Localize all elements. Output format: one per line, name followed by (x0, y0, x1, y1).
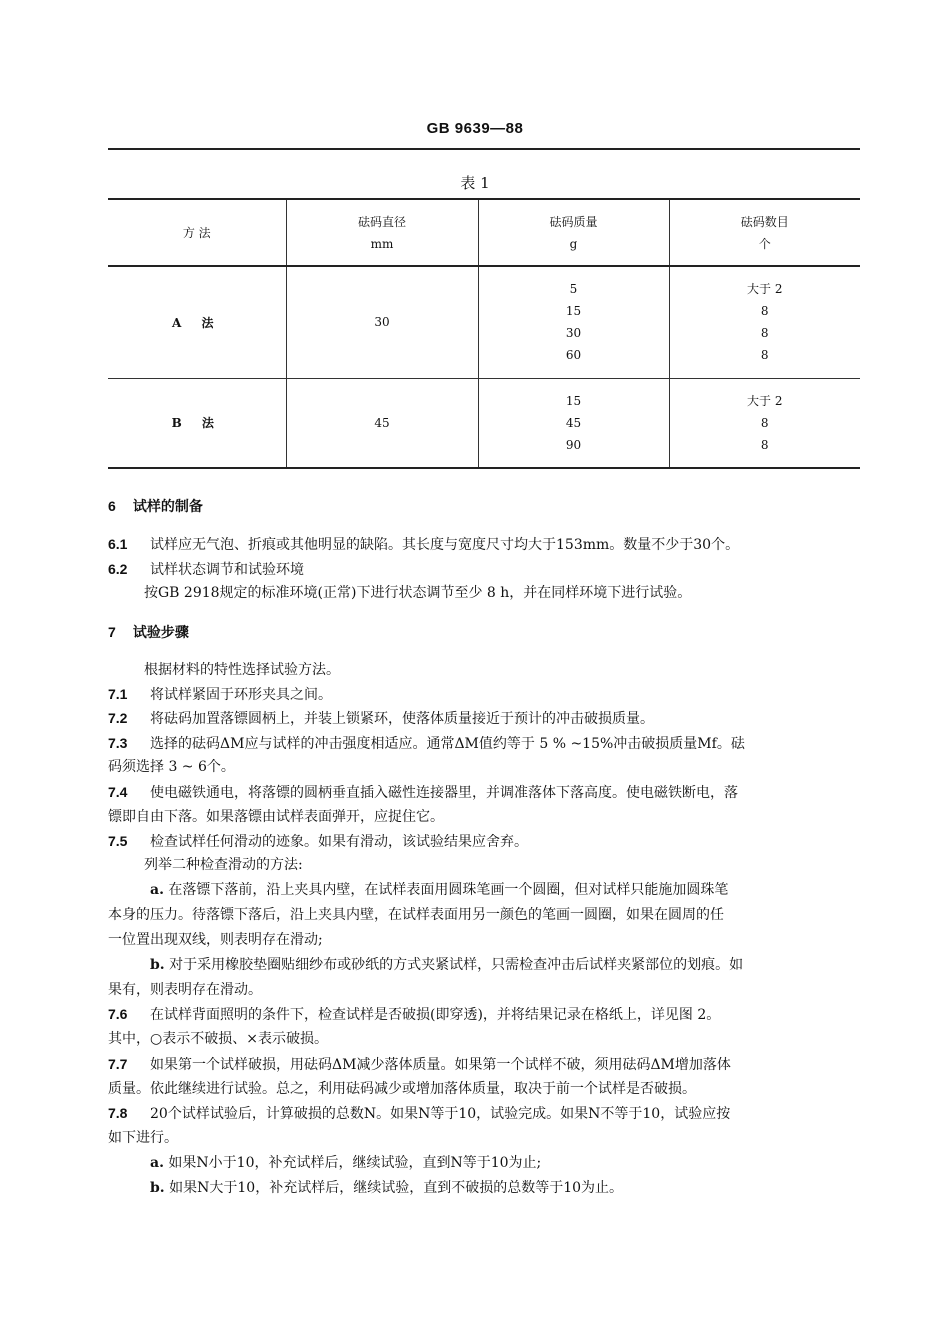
mass-cell: 5 15 30 60 (478, 266, 669, 378)
clause-6-2-text: 按GB 2918规定的标准环境(正常)下进行状态调节至少 8 h，并在同样环境下进行试验。 (144, 585, 692, 601)
clause-7-4-line2: 镖即自由下落。如果落镖由试样表面弹开，应捉住它。 (108, 809, 444, 825)
clause-7-8-line1: 7.8 20个试样试验后，计算破损的总数N。如果N等于10，试验完成。如果N不等于10，试验应按 (108, 1105, 731, 1122)
clause-7-6-line1: 7.6 在试样背面照明的条件下，检查试样是否破损(即穿透)，并将结果记录在格纸上，详见图 2。 (108, 1006, 721, 1023)
method-cell: A 法 (108, 266, 286, 378)
mass-cell: 15 45 90 (478, 378, 669, 468)
count-cell: 大于 2 8 8 8 (669, 266, 860, 378)
column-header-unit: g (569, 236, 578, 251)
section-6-heading: 6 试样的制备 (108, 498, 203, 515)
clause-7-5-a-line2: 本身的压力。待落镖下落后，沿上夹具内壁，在试样表面用另一颜色的笔画一圆圈，如果在圆周的任 (108, 907, 724, 923)
column-header-label: 砝码数目 (740, 214, 789, 229)
table-row (108, 378, 860, 468)
header-rule (108, 148, 860, 150)
clause-7-5-b-line2: 果有，则表明存在滑动。 (108, 982, 262, 998)
standard-code-header: GB 9639—88 (426, 120, 524, 137)
column-header-diameter (286, 199, 478, 266)
count-cell: 大于 2 8 8 (669, 378, 860, 468)
diameter-cell: 30 (286, 266, 478, 378)
clause-6-1: 6.1 试样应无气泡、折痕或其他明显的缺陷。其长度与宽度尺寸均大于153mm。数量不少于30个。 (108, 536, 740, 553)
clause-7-5-a-line1: a. 在落镖下落前，沿上夹具内壁，在试样表面用圆珠笔画一个圆圈，但对试样只能施加圆珠笔 (150, 882, 729, 898)
table-caption: 表 1 (460, 174, 490, 192)
column-header-count (669, 199, 860, 266)
table-row (108, 266, 860, 378)
clause-7-3-line2: 码须选择 3 ~ 6个。 (108, 759, 235, 775)
clause-7-7-line1: 7.7 如果第一个试样破损，用砝码ΔM减少落体质量。如果第一个试样不破，须用砝码ΔM增加落体 (108, 1056, 731, 1073)
column-header-unit: 个 (758, 236, 771, 251)
column-header-method: 方 法 (108, 199, 286, 266)
method-cell: B 法 (108, 378, 286, 468)
clause-6-2-title: 6.2 试样状态调节和试验环境 (108, 561, 304, 578)
section-7-heading: 7 试验步骤 (108, 624, 189, 641)
clause-7-5-methods-intro: 列举二种检查滑动的方法: (144, 857, 303, 873)
diameter-cell: 45 (286, 378, 478, 468)
column-header-label: 砝码质量 (549, 214, 598, 229)
column-header-unit: mm (370, 236, 394, 251)
clause-7-5-a-line3: 一位置出现双线，则表明存在滑动; (108, 932, 323, 948)
clause-7-8-b: b. 如果N大于10，补充试样后，继续试验，直到不破损的总数等于10为止。 (150, 1180, 624, 1196)
clause-7-3-line1: 7.3 选择的砝码ΔM应与试样的冲击强度相适应。通常ΔM值约等于 5 % ~15%冲击破损质量Mf。砝 (108, 735, 745, 752)
clause-7-8-line2: 如下进行。 (108, 1130, 178, 1146)
column-header-label: 砝码直径 (357, 214, 406, 229)
section-7-intro: 根据材料的特性选择试验方法。 (144, 662, 340, 678)
clause-7-8-a: a. 如果N小于10，补充试样后，继续试验，直到N等于10为止; (150, 1155, 542, 1171)
clause-7-5-b-line1: b. 对于采用橡胶垫圈贴细纱布或砂纸的方式夹紧试样，只需检查冲击后试样夹紧部位的划痕。如 (150, 957, 744, 973)
clause-7-4-line1: 7.4 使电磁铁通电，将落镖的圆柄垂直插入磁性连接器里，并调准落体下落高度。使电磁铁断电，落 (108, 784, 738, 801)
column-header-mass (478, 199, 669, 266)
table-header-row (108, 199, 860, 266)
clause-7-7-line2: 质量。依此继续进行试验。总之，利用砝码减少或增加落体质量，取决于前一个试样是否破损。 (108, 1081, 696, 1097)
clause-7-6-line2: 其中，○表示不破损、×表示破损。 (108, 1031, 328, 1047)
clause-7-1: 7.1 将试样紧固于环形夹具之间。 (108, 686, 332, 703)
clause-7-2: 7.2 将砝码加置落镖圆柄上，并装上锁紧环，使落体质量接近于预计的冲击破损质量。 (108, 710, 654, 727)
clause-7-5: 7.5 检查试样任何滑动的迹象。如果有滑动，该试验结果应舍弃。 (108, 833, 528, 850)
weights-table (108, 198, 860, 469)
